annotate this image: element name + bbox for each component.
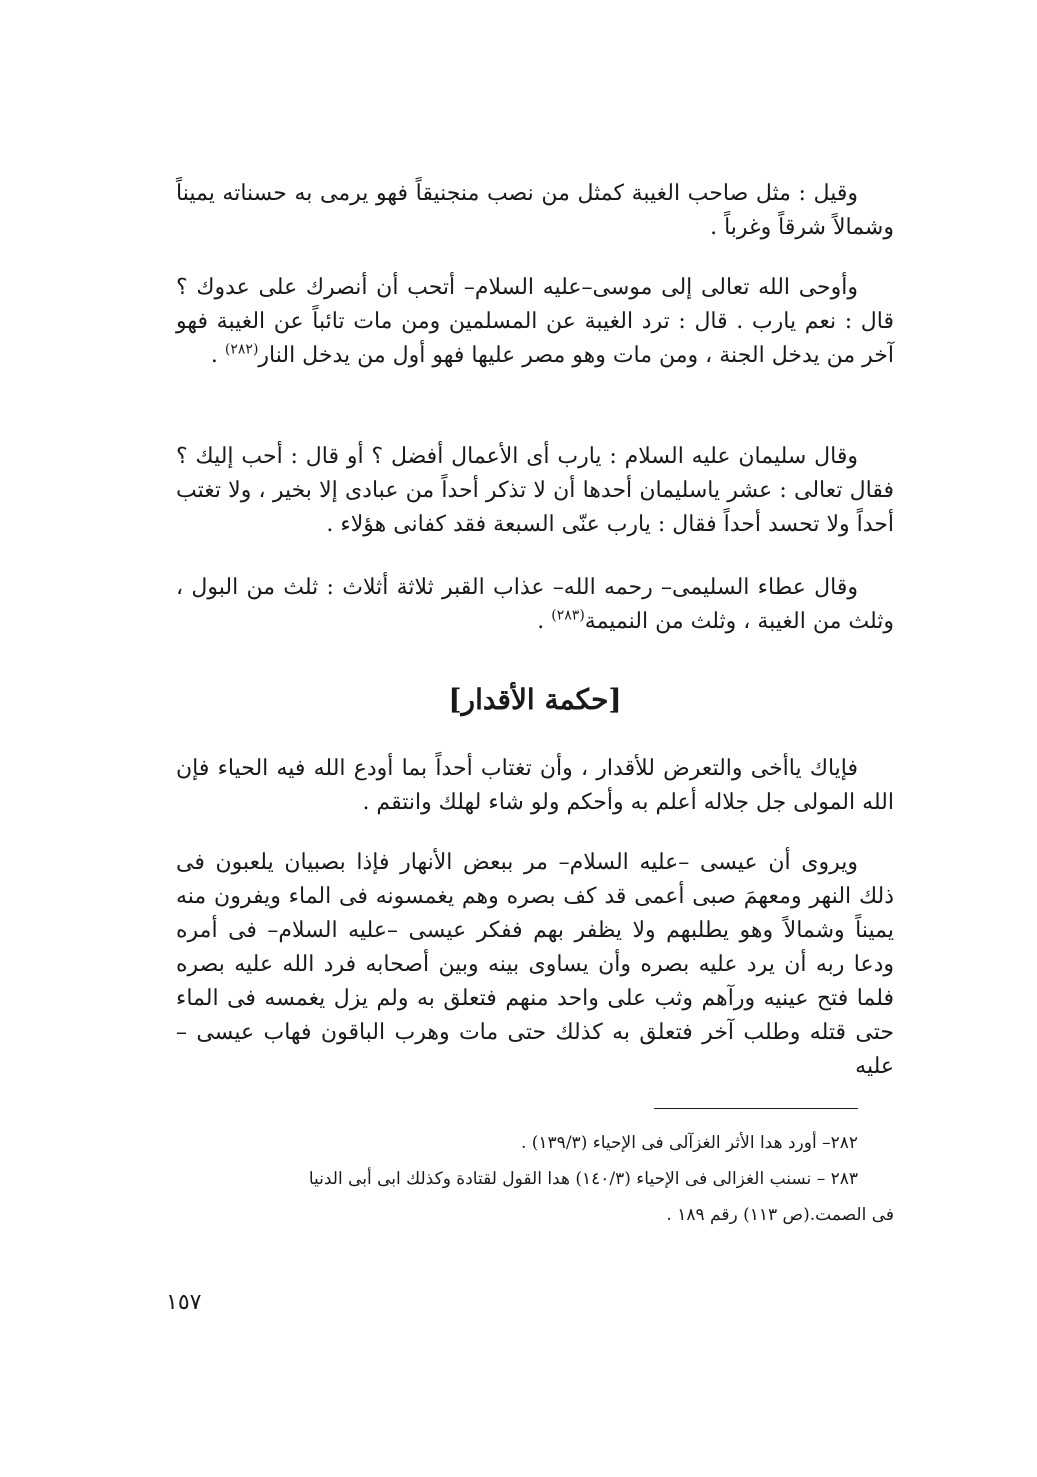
footnote-ref-282[interactable]: (٢٨٢) — [224, 341, 259, 358]
section-heading: [حكمة الأقدار] — [448, 683, 622, 716]
paragraph-text: وقال سليمان عليه السلام : يارب أى الأعمال أفضل ؟ أو قال : أحب إليك ؟ فقال تعالى : عشر ياسليمان أحدها أن لا تذكر أحداً من عبادى إلا بخير ، ولا تغتب أحداً ولا تحسد أحداً فقال : يارب عنّى السبعة فقد كفانى هؤلاء . — [176, 444, 894, 537]
paragraph-text: وقيل : مثل صاحب الغيبة كمثل من نصب منجنيقاً فهو يرمى به حسناته يميناً وشمالاً شرقاً وغرباً . — [176, 181, 894, 240]
footnotes — [176, 1128, 894, 1236]
paragraph-body: وأوحى الله تعالى إلى موسى–عليه السلام– أتحب أن أنصرك على عدوك ؟ قال : نعم يارب . قال : ترد الغيبة عن المسلمين ومن مات تائباً عن الغيبة فهو آخر من يدخل الجنة ، ومن مات وهو مصر عليها فهو أول من يدخل النار — [176, 275, 894, 368]
paragraph-text — [176, 571, 894, 639]
paragraph-6 — [176, 846, 894, 1084]
page-number: ١٥٧ — [166, 1290, 202, 1315]
paragraph-text — [176, 271, 894, 373]
paragraph-3 — [176, 440, 894, 542]
paragraph-text: ويروى أن عيسى –عليه السلام– مر ببعض الأنهار فإذا بصبيان يلعبون فى ذلك النهر ومعهمَ صبى أعمى قد كف بصره وهم يغمسونه فى الماء ويفرون منه يميناً وشمالاً وهو يطلبهم ولا يظفر بهم ففكر عيسى –عليه السلام– فى أمره ودعا ربه أن يرد عليه بصره وأن يساوى بينه وبين أصحابه فرد الله عليه بصره فلما فتح عينيه ورآهم وثب على واحد منهم فتعلق به ولم يزل يغمسه فى الماء حتى قتله وطلب آخر فتعلق به كذلك حتى مات وهرب الباقون فهاب عيسى –عليه — [176, 850, 895, 1079]
footnote-ref-283[interactable]: (٢٨٣) — [551, 607, 585, 624]
paragraph-1 — [176, 177, 894, 245]
footnote-283: ٢٨٣ – نسنب الغزالى فى الإحياء (١٤٠/٣) هدا القول لقتادة وكذلك ابى أبى الدنيا — [308, 1169, 858, 1189]
paragraph-end: . — [537, 609, 552, 634]
paragraph-5 — [176, 752, 894, 820]
footnote-283-continued: فى الصمت.(ص ١١٣) رقم ١٨٩ . — [666, 1205, 894, 1225]
paragraph-body: وقال عطاء السليمى– رحمه الله– عذاب القبر ثلاثة أثلاث : ثلث من البول ، وثلث من الغيبة ، وثلث من النميمة — [176, 575, 894, 634]
paragraph-text: فإياك ياأخى والتعرض للأقدار ، وأن تغتاب أحداً بما أودع الله فيه الحياء فإن الله المولى جل جلاله أعلم به وأحكم ولو شاء لهلك وانتقم . — [176, 756, 894, 815]
paragraph-4 — [176, 571, 894, 639]
footnote-282: ٢٨٢– أورد هدا الأثر الغزآلى فى الإحياء (١٣٩/٣) . — [520, 1133, 858, 1153]
footnote-divider — [654, 1108, 858, 1109]
paragraph-2 — [176, 271, 894, 373]
paragraph-end: . — [210, 343, 225, 368]
